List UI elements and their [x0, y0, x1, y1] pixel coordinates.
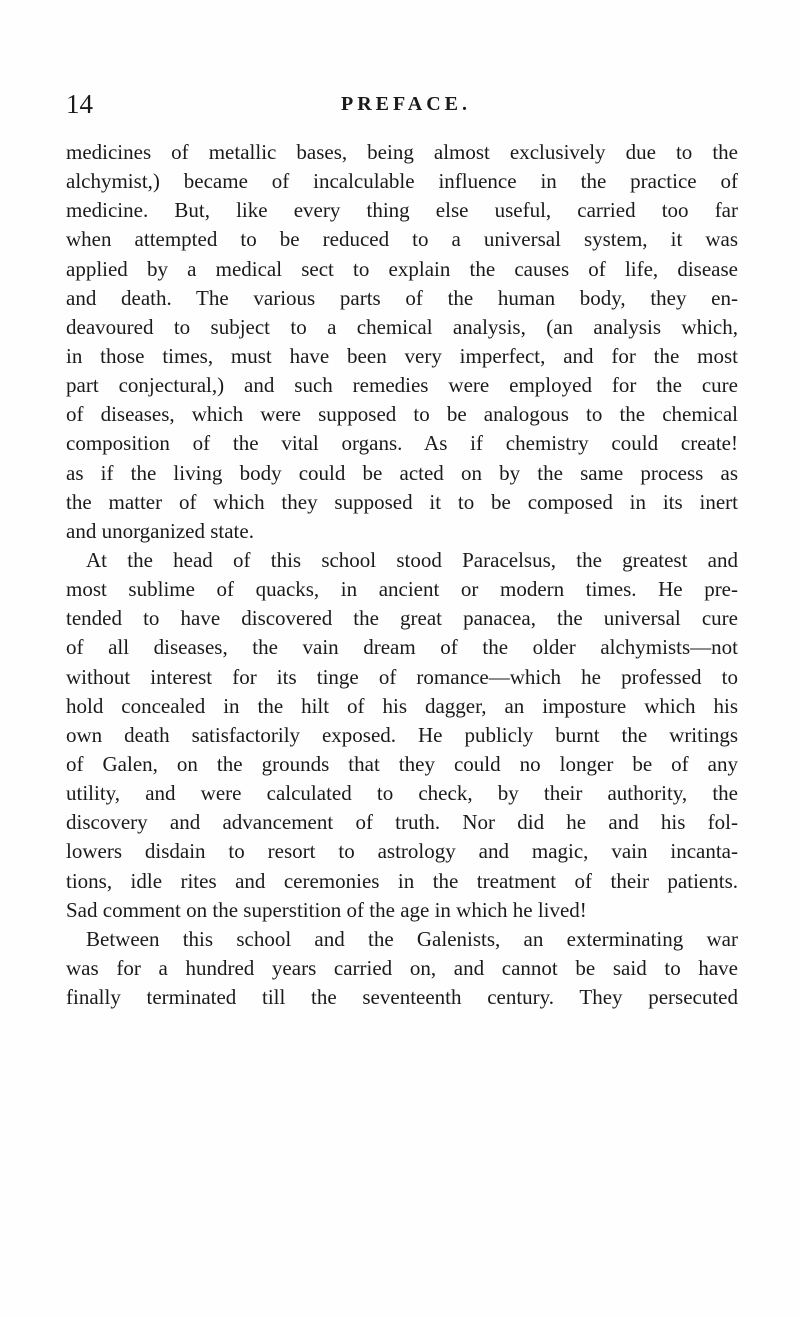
- text-line: without interest for its tinge of romance—which he professed to: [66, 664, 738, 689]
- text-line: part conjectural,) and such remedies were employed for the cure: [66, 373, 738, 398]
- text-line: medicines of metallic bases, being almost exclusively due to the: [66, 140, 738, 164]
- text-line: the matter of which they supposed it to be composed in its inert: [66, 489, 738, 514]
- text-line: tended to have discovered the great panacea, the universal cure: [66, 606, 738, 631]
- text-line: as if the living body could be acted on by the same process as: [66, 460, 738, 485]
- text-line: was for a hundred years carried on, and cannot be said to have: [66, 955, 738, 980]
- text-line: applied by a medical sect to explain the causes of life, disease: [66, 256, 738, 281]
- text-line: when attempted to be reduced to a universal system, it was: [66, 227, 738, 252]
- text-line: in those times, must have been very imperfect, and for the most: [66, 343, 738, 368]
- text-line: and death. The various parts of the human body, they en-: [66, 285, 738, 310]
- page-header: [66, 86, 736, 122]
- text-line: Between this school and the Galenists, an exterminating war: [86, 926, 738, 951]
- body-text: [66, 138, 738, 1012]
- text-line: of Galen, on the grounds that they could no longer be of any: [66, 751, 738, 776]
- text-line: and unorganized state.: [66, 518, 254, 543]
- text-line: hold concealed in the hilt of his dagger, an imposture which his: [66, 693, 738, 718]
- running-head: PREFACE.: [341, 93, 471, 115]
- text-line: own death satisfactorily exposed. He publicly burnt the writings: [66, 722, 738, 747]
- text-line: finally terminated till the seventeenth century. They persecuted: [66, 985, 738, 1010]
- text-line: of all diseases, the vain dream of the older alchymists—not: [66, 635, 738, 660]
- text-line: tions, idle rites and ceremonies in the treatment of their patients.: [66, 868, 738, 893]
- text-line: Sad comment on the superstition of the age in which he lived!: [66, 897, 587, 922]
- page-number: 14: [66, 89, 93, 119]
- text-line: of diseases, which were supposed to be analogous to the chemical: [66, 402, 738, 427]
- text-line: lowers disdain to resort to astrology and magic, vain incanta-: [66, 839, 738, 864]
- text-line: alchymist,) became of incalculable influence in the practice of: [66, 169, 738, 194]
- text-line: composition of the vital organs. As if chemistry could create!: [66, 431, 738, 456]
- text-line: At the head of this school stood Paracelsus, the greatest and: [86, 547, 738, 572]
- text-line: medicine. But, like every thing else useful, carried too far: [66, 198, 738, 223]
- text-line: discovery and advancement of truth. Nor did he and his fol-: [66, 810, 738, 835]
- text-line: utility, and were calculated to check, by their authority, the: [66, 781, 738, 806]
- text-line: most sublime of quacks, in ancient or modern times. He pre-: [66, 577, 738, 602]
- text-line: deavoured to subject to a chemical analysis, (an analysis which,: [66, 314, 738, 339]
